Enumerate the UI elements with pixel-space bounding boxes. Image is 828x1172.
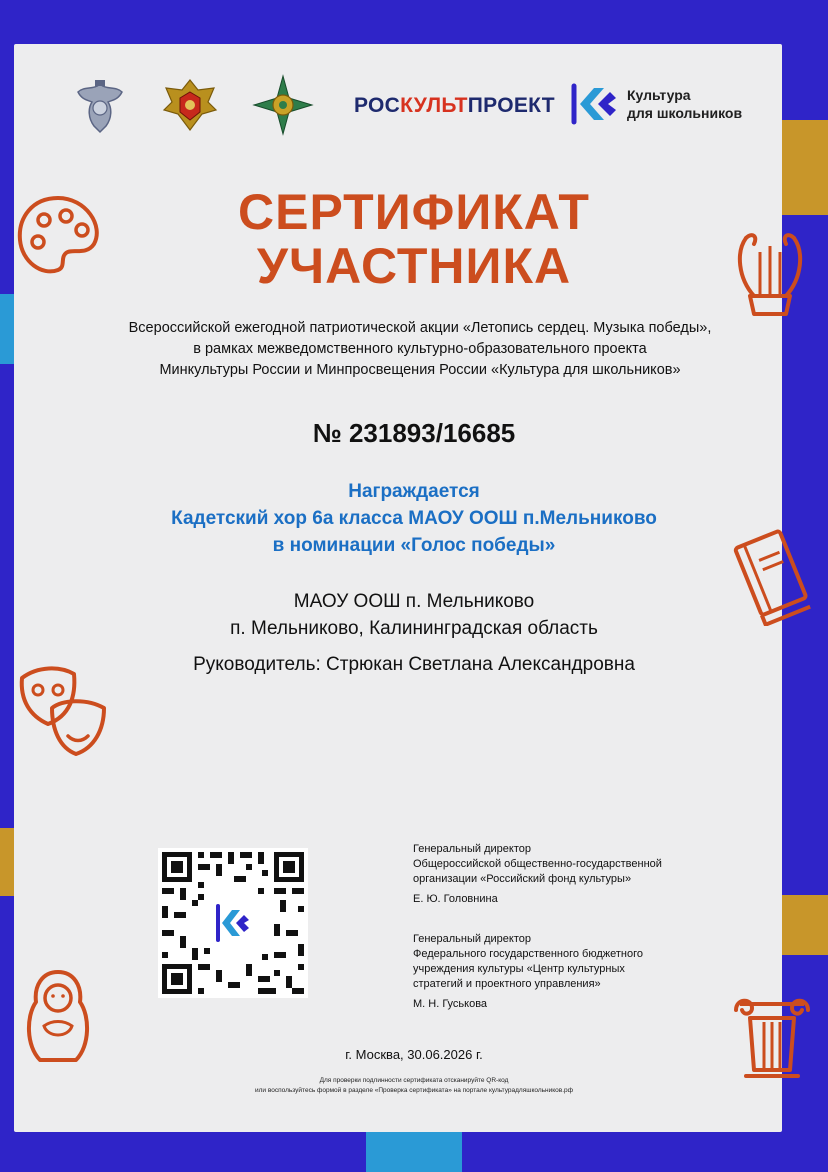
certificate-title-line2: УЧАСТНИКА: [256, 238, 572, 294]
emblem-ministry-icon: [158, 76, 222, 134]
emblem-fund-icon: [252, 74, 314, 136]
place-date: г. Москва, 30.06.2026 г.: [345, 1047, 483, 1062]
frame-accent-gold-left: [0, 828, 14, 896]
certificate-number: № 231893/16685: [312, 418, 516, 448]
organization-text: МАОУ ООШ п. Мельниково п. Мельниково, Калининградская область: [230, 591, 598, 639]
leader-text: Руководитель: Стрюкан Светлана Александровна: [193, 654, 635, 675]
signature-block-2: Генеральный директор Федерального государственного бюджетного учреждения культуры «Центр культурных стратегий и проектного управления» М. Н. Гуськова: [413, 933, 644, 1010]
verification-note: Для проверки подлинности сертификата отсканируйте QR-код или воспользуйтесь формой в разделе «Проверка сертификата» на портале культурадляшкольников.рф: [254, 1077, 573, 1094]
kultura-logo-icon: [570, 82, 620, 126]
signature-block-1: Генеральный директор Общероссийской общественно-государственной организации «Российский фонд культуры» Е. Ю. Головнина: [413, 843, 662, 905]
certificate-title-line1: СЕРТИФИКАТ: [238, 184, 590, 240]
kultura-logo-text: Культура для школьников: [627, 87, 743, 121]
award-text: Награждается Кадетский хор 6а класса МАОУ ООШ п.Мельниково в номинации «Голос победы»: [171, 481, 657, 556]
column-icon: [728, 990, 816, 1082]
logos-row: [74, 74, 774, 134]
roskultproekt-logo: РОСКУЛЬТПРОЕКТ: [354, 94, 555, 117]
intro-text: Всероссийской ежегодной патриотической акции «Летопись сердец. Музыка победы», в рамках межведомственного культурно-образовательного проекта Минкультуры России и Минпросвещения России «Культура для школьников»: [128, 320, 712, 378]
frame-accent-sky-left: [0, 294, 14, 364]
qr-code-icon: [158, 848, 308, 998]
frame-accent-sky-bottom: [366, 1132, 462, 1172]
emblem-russia-icon: [74, 78, 126, 134]
frame-accent-gold-right-bottom: [782, 895, 828, 955]
